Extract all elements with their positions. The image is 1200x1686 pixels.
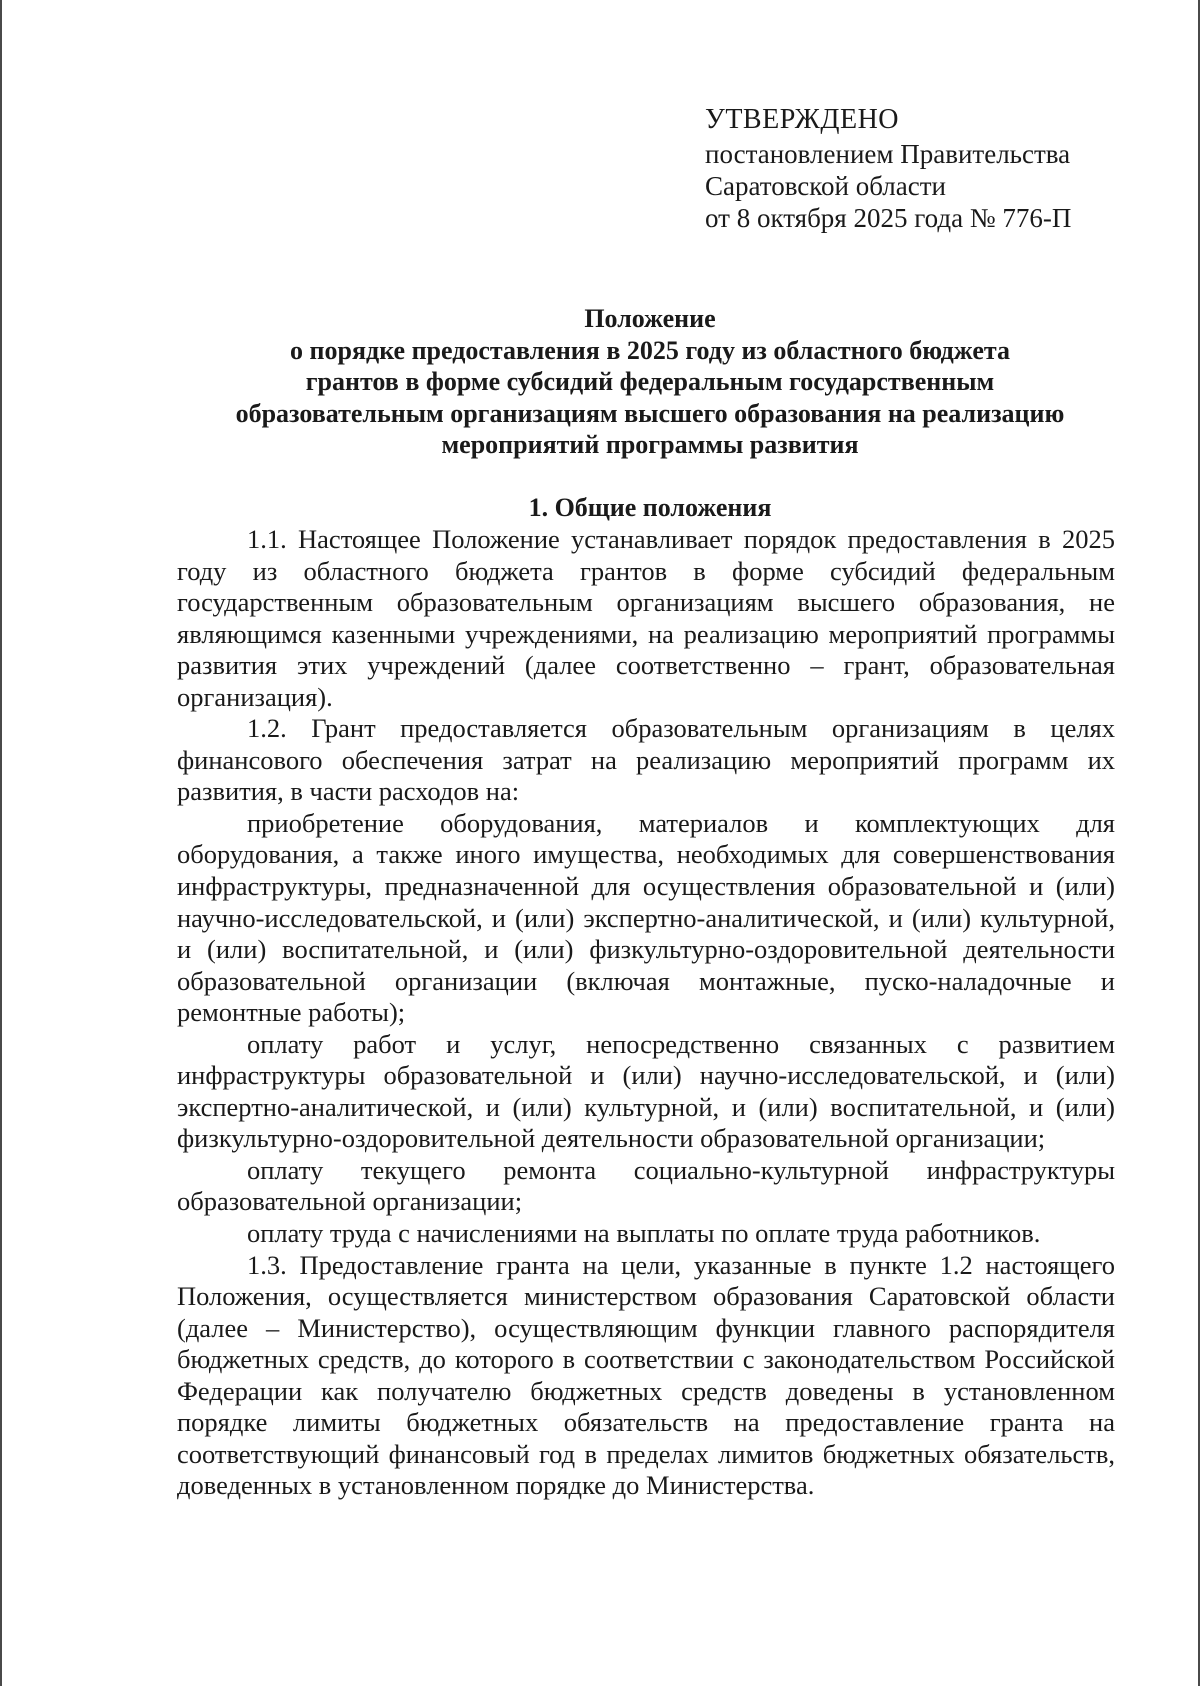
paragraph-repair: оплату текущего ремонта социально-культурной инфраструктуры образовательной организации; — [177, 1154, 1115, 1217]
document-title — [180, 303, 1120, 461]
approval-line-2: Саратовской области — [705, 171, 946, 201]
paragraph-1-2: 1.2. Грант предоставляется образовательным организациям в целях финансового обеспечения затрат на реализацию мероприятий программ их развития, в части расходов на: — [177, 713, 1115, 807]
title-line-4: образовательным организациям высшего образования на реализацию — [235, 398, 1065, 428]
title-line-5: мероприятий программы развития — [441, 430, 859, 459]
approval-line-3: от 8 октября 2025 года № 776-П — [705, 203, 1072, 233]
paragraph-1-3: 1.3. Предоставление гранта на цели, указанные в пункте 1.2 настоящего Положения, осуществляется министерством образования Саратовской области (далее – Министерство), осуществляющим функции главного распорядителя бюджетных средств, до которого в соответствии с законодательством Российской Федерации как получателю бюджетных средств доведены в установленном порядке лимиты бюджетных обязательств на предоставление гранта на соответствующий финансовый год в пределах лимитов бюджетных обязательств, доведенных в установленном порядке до Министерства. — [177, 1249, 1115, 1501]
paragraph-salary: оплату труда с начислениями на выплаты по оплате труда работников. — [247, 1218, 1041, 1249]
approval-line-1: постановлением Правительства — [705, 139, 1071, 169]
section-heading: 1. Общие положения — [528, 493, 772, 522]
approved-label: УТВЕРЖДЕНО — [705, 104, 900, 135]
title-line-2: о порядке предоставления в 2025 году из областного бюджета — [290, 335, 1010, 365]
title-line-3: грантов в форме субсидий федеральным государственным — [305, 367, 995, 396]
scan-edge-left — [0, 0, 2, 1686]
section-body — [177, 524, 1115, 1502]
title-line-1: Положение — [584, 304, 716, 333]
paragraph-services: оплату работ и услуг, непосредственно связанных с развитием инфраструктуры образовательной и (или) научно-исследовательской, и (или) экспертно-аналитической, и (или) культурной, и (или) воспитательной, и (или) физкультурно-оздоровительной деятельности образовательной организации; — [177, 1028, 1115, 1154]
paragraph-equipment: приобретение оборудования, материалов и комплектующих для оборудования, а также иного имущества, необходимых для совершенствования инфраструктуры, предназначенной для осуществления образовательной и (или) научно-исследовательской, и (или) экспертно-аналитической, и (или) культурной, и (или) воспитательной, и (или) физкультурно-оздоровительной деятельности образовательной организации (включая монтажные, пуско-наладочные и ремонтные работы); — [177, 807, 1115, 1028]
approval-stamp-block — [705, 104, 1071, 234]
paragraph-1-1: 1.1. Настоящее Положение устанавливает порядок предоставления в 2025 году из областного бюджета грантов в форме субсидий федеральным государственным образовательным организациям высшего образования, не являющимся казенными учреждениями, на реализацию мероприятий программы развития этих учреждений (далее соответственно – грант, образовательная организация). — [177, 524, 1115, 712]
